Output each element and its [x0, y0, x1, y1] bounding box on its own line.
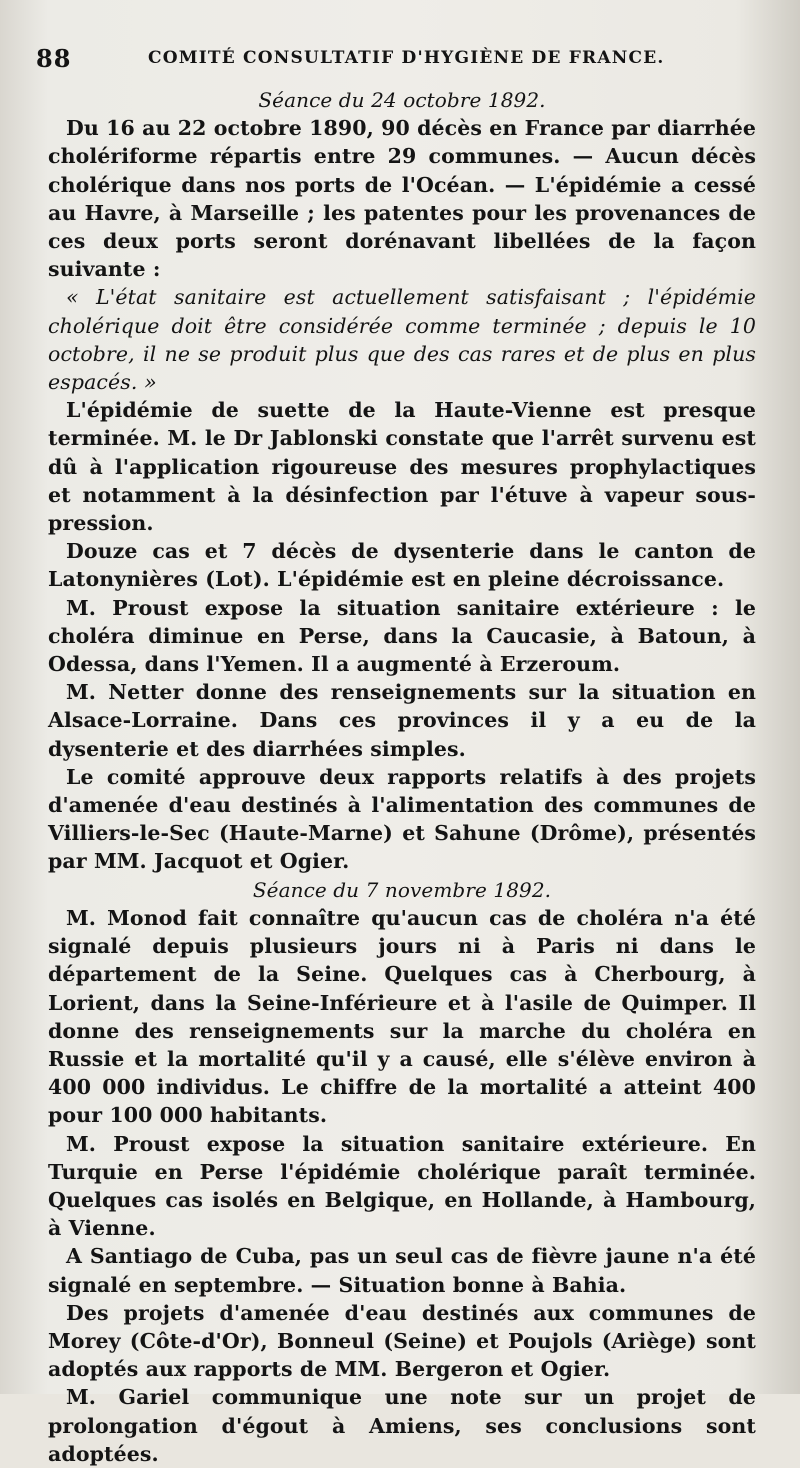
session-title-2: Séance du 7 novembre 1892. — [252, 877, 552, 902]
page-header — [36, 44, 756, 76]
paragraph: M. Proust expose la situation sanitaire extérieure. En Turquie en Perse l'épidémie cholérique paraît terminée. Quelques cas isolés en Belgique, en Hollande, à Hambourg, à Vienne. — [48, 1131, 756, 1241]
paragraph: L'épidémie de suette de la Haute-Vienne est presque terminée. M. le Dr Jablonski constate que l'arrêt survenu est dû à l'application rigoureuse des mesures prophylactiques et notamment à la désinfection par l'étuve à vapeur sous-pression. — [48, 398, 756, 536]
paragraph: Des projets d'amenée d'eau destinés aux communes de Morey (Côte-d'Or), Bonneul (Seine) et Poujols (Ariège) sont adoptés aux rapports de MM. Bergeron et Ogier. — [48, 1300, 756, 1382]
paragraph: A Santiago de Cuba, pas un seul cas de fièvre jaune n'a été signalé en septembre. — Situation bonne à Bahia. — [48, 1244, 756, 1297]
paragraph: Le comité approuve deux rapports relatifs à des projets d'amenée d'eau destinés à l'alimentation des communes de Villiers-le-Sec (Haute-Marne) et Sahune (Drôme), présentés par MM. Jacquot et Ogier. — [48, 764, 756, 874]
paragraph: M. Gariel communique une note sur un projet de prolongation d'égout à Amiens, ses conclusions sont adoptées. — [48, 1385, 756, 1466]
page-number: 88 — [36, 44, 72, 73]
paragraph: Douze cas et 7 décès de dysenterie dans le canton de Latonynières (Lot). L'épidémie est en pleine décroissance. — [48, 539, 756, 592]
page-body — [48, 86, 756, 1468]
paragraph: Du 16 au 22 octobre 1890, 90 décès en France par diarrhée cholériforme répartis entre 29 communes. — Aucun décès cholérique dans nos ports de l'Océan. — L'épidémie a cessé au Havre, à Marseille ; les patentes pour les provenances de ces deux ports seront dorénavant libellées de la façon suivante : — [48, 116, 756, 282]
running-head: COMITÉ CONSULTATIF D'HYGIÈNE DE FRANCE. — [148, 48, 665, 68]
paragraph: M. Monod fait connaître qu'aucun cas de choléra n'a été signalé depuis plusieurs jours ni à Paris ni dans le département de la Seine. Quelques cas à Cherbourg, à Lorient, dans la Seine-Inférieure et à l'asile de Quimper. Il donne des renseignements sur la marche du choléra en Russie et la mortalité qu'il y a causé, elle s'élève environ à 400 000 individus. Le chiffre de la mortalité a atteint 400 pour 100 000 habitants. — [48, 905, 756, 1128]
paragraph: M. Netter donne des renseignements sur la situation en Alsace-Lorraine. Dans ces provinces il y a eu de la dysenterie et des diarrhées simples. — [48, 680, 756, 761]
paragraph: M. Proust expose la situation sanitaire extérieure : le choléra diminue en Perse, dans la Caucasie, à Batoun, à Odessa, dans l'Yemen. Il a augmenté à Erzeroum. — [48, 595, 756, 677]
session-title-1: Séance du 24 octobre 1892. — [258, 88, 546, 112]
quoted-paragraph: « L'état sanitaire est actuellement satisfaisant ; l'épidémie cholérique doit être considérée comme terminée ; depuis le 10 octobre, il ne se produit plus que des cas rares et de plus en plus espacés. » — [48, 285, 756, 395]
